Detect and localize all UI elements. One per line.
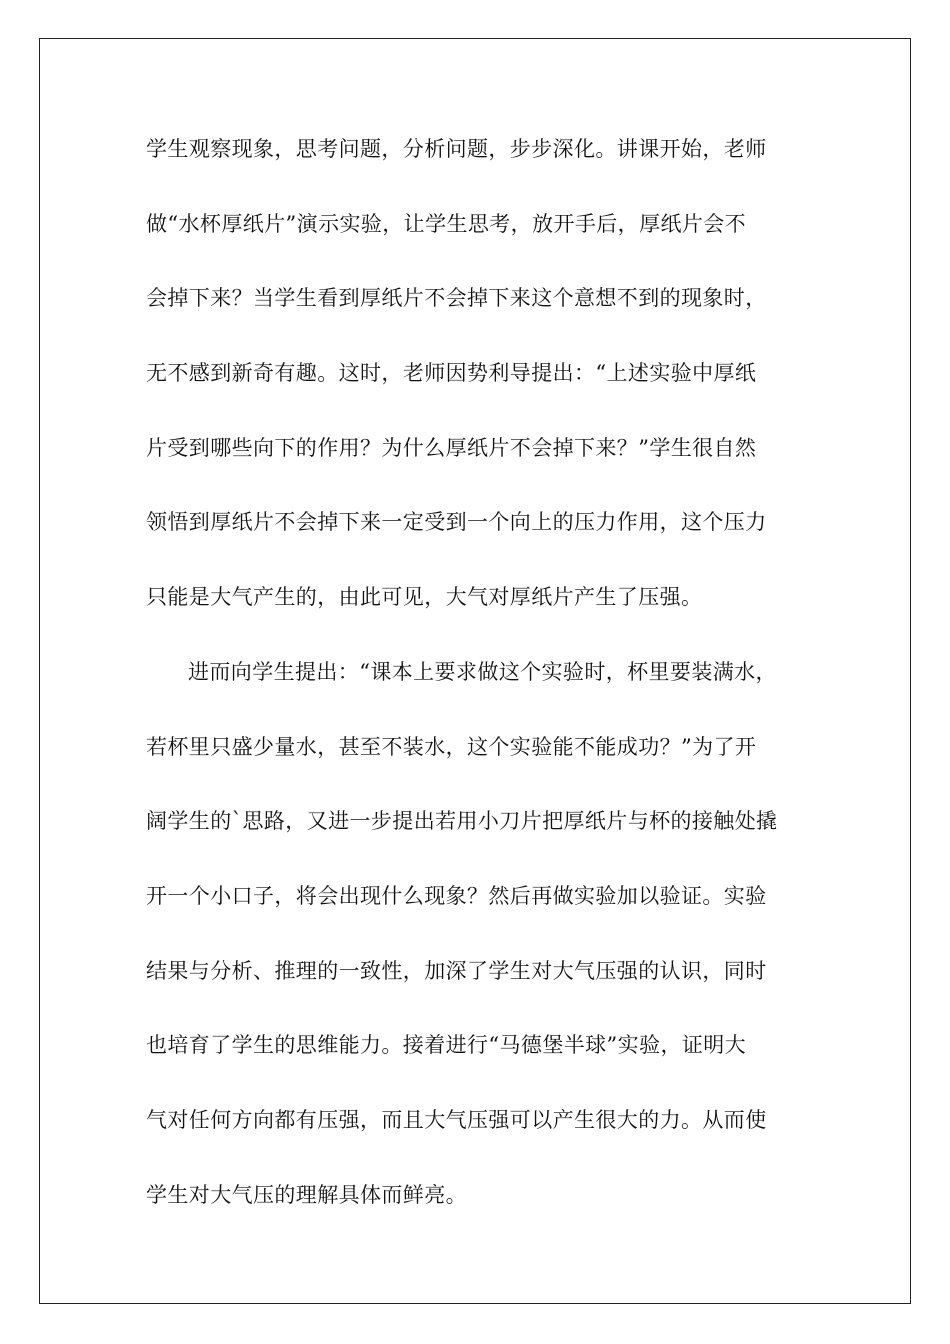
text-line: 阔学生的`思路，又进一步提出若用小刀片把厚纸片与杯的接触处撬: [146, 809, 778, 834]
text-line: 气对任何方向都有压强，而且大气压强可以产生很大的力。从而使: [146, 1107, 767, 1132]
text-line: 开一个小口子，将会出现什么现象？然后再做实验加以验证。实验: [146, 883, 767, 908]
text-line: 片受到哪些向下的作用？为什么厚纸片不会掉下来？”学生很自然: [146, 435, 757, 460]
text-line: 也培育了学生的思维能力。接着进行“马德堡半球”实验，证明大: [146, 1033, 747, 1058]
text-line: 结果与分析、推理的一致性，加深了学生对大气压强的认识，同时: [146, 958, 767, 983]
text-line: 会掉下来？当学生看到厚纸片不会掉下来这个意想不到的现象时，: [146, 286, 767, 311]
text-line: 进而向学生提出：“课本上要求做这个实验时，杯里要装满水，: [188, 659, 777, 684]
paragraph-1: [146, 127, 826, 650]
text-line: 若杯里只盛少量水，甚至不装水，这个实验能不能成功？”为了开: [146, 734, 757, 759]
paragraph-2: [146, 650, 826, 1248]
text-line: 学生对大气压的理解具体而鲜亮。: [146, 1182, 467, 1207]
text-line: 只能是大气产生的，由此可见，大气对厚纸片产生了压强。: [146, 585, 703, 610]
document-body: [146, 127, 826, 1247]
text-line: 学生观察现象，思考问题，分析问题，步步深化。讲课开始，老师: [146, 137, 767, 161]
text-line: 领悟到厚纸片不会掉下来一定受到一个向上的压力作用，这个压力: [146, 510, 767, 535]
text-line: 无不感到新奇有趣。这时，老师因势利导提出：“上述实验中厚纸: [146, 361, 757, 386]
text-line: 做“水杯厚纸片”演示实验，让学生思考，放开手后，厚纸片会不: [146, 211, 747, 236]
